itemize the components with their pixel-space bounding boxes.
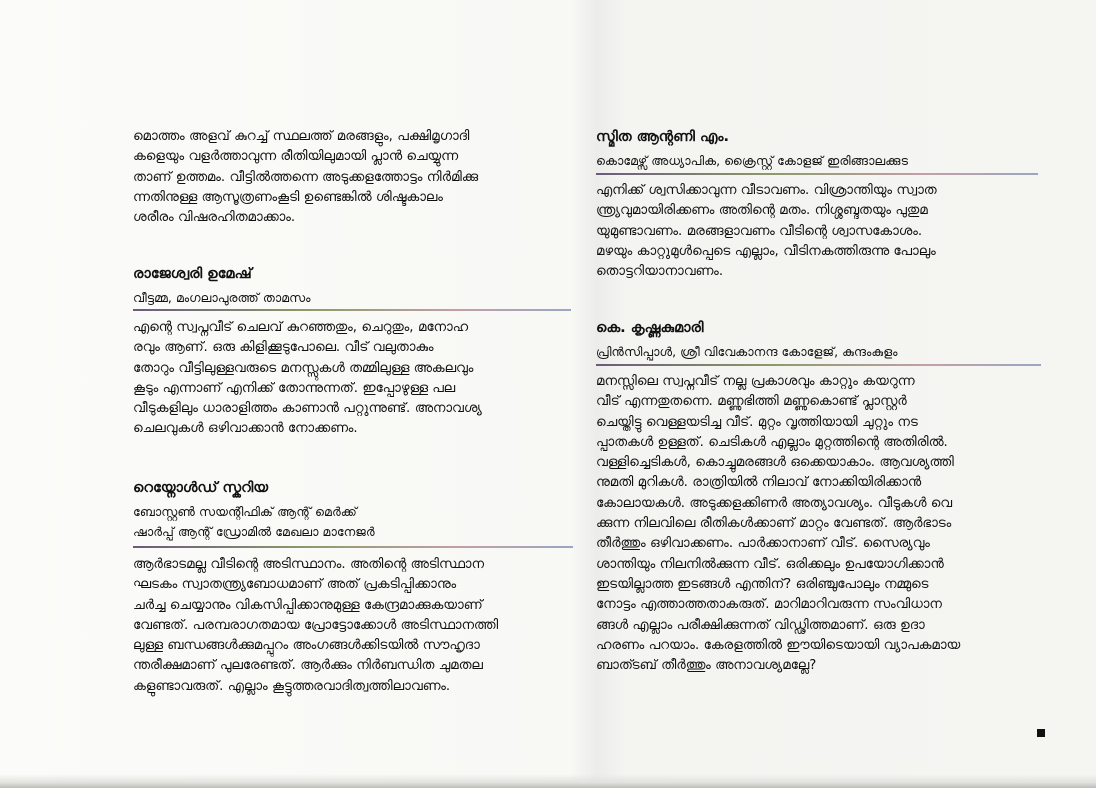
section-role: പ്രിൻസിപ്പാൾ, ശ്രീ വിവേകാനന്ദ കോളേജ്, കുന്ദംകുളം	[596, 344, 898, 359]
text-line: ശാന്തിയും നിലനിൽക്കുന്ന വീട്. ഒരിക്കലും ഉപയോഗിക്കാൻ	[596, 556, 944, 572]
text-line: ന്തരീക്ഷമാണ് പുലരേണ്ടത്. ആർക്കും നിർബന്ധിത ചുമതല	[133, 658, 483, 674]
text-line: മഴയും കാറ്റുമുൾപ്പെടെ എല്ലാം, വീടിനകത്തിരുന്നു പോലും	[596, 243, 936, 259]
text-line: മൊത്തം അളവ് കുറച്ച് സ്ഥലത്ത് മരങ്ങളും, പക്ഷിമൃഗാദി	[133, 129, 470, 144]
text-line: കൂടും എന്നാണ് എനിക്ക് തോന്നുന്നത്. ഇപ്പോഴുള്ള പല	[133, 380, 456, 396]
section-name: കെ. കൃഷ്ണകുമാരി	[596, 320, 704, 336]
text-line: എനിക്ക് ശ്വസിക്കാവുന്ന വീടാവണം. വിശ്രാന്തിയും സ്വാത	[596, 183, 937, 198]
end-of-article-square-icon	[1037, 729, 1045, 737]
section-role: ബോസ്റ്റൺ സയന്റിഫിക് ആന്റ് മെർക്ക്	[133, 504, 357, 519]
text-line: ന്നതിനുള്ള ആസൂത്രണംകൂടി ഉണ്ടെങ്കിൽ ശിഷ്ടകാലം	[133, 189, 443, 205]
text-line: നോട്ടം എത്താത്തതാകരുത്. മാറിമാറിവരുന്ന സംവിധാന	[596, 597, 942, 613]
text-line: നുമതി മുറികൾ. രാത്രിയിൽ നിലാവ് നോക്കിയിരിക്കാൻ	[596, 475, 922, 491]
section-divider	[133, 309, 571, 311]
text-line: ചെലവുകൾ ഒഴിവാക്കാൻ നോക്കണം.	[133, 421, 358, 437]
text-line: ഇടയില്ലാത്ത ഇടങ്ങൾ എന്തിന്? ഒരിഞ്ചുപോലും നമ്മുടെ	[596, 576, 929, 592]
text-line: വീട് എന്നതുതന്നെ. മണ്ണുഭിത്തി മണ്ണുകൊണ്ട് പ്ലാസ്റ്റർ	[596, 394, 907, 410]
text-line: എന്റെ സ്വപ്നവീട് ചെലവ് കുറഞ്ഞതും, ചെറുതും, മനോഹ	[133, 320, 469, 335]
text-line: ഹരണം പറയാം. കേരളത്തിൽ ഈയിടെയായി വ്യാപകമായ	[596, 637, 961, 653]
section-paragraph	[133, 555, 498, 697]
section-name: സ്മിത ആന്റണി എം.	[596, 129, 729, 145]
text-line: ഘടകം സ്വാതന്ത്ര്യബോധമാണ് അത് പ്രകടിപ്പിക്കാനും	[133, 577, 457, 593]
text-line: മനസ്സിലെ സ്വപ്നവീട് നല്ല പ്രകാശവും കാറ്റും കയറുന്ന	[596, 374, 915, 389]
text-line: കോലായകൾ. അടുക്കളക്കിണർ അത്യാവശ്യം. വീടുകൾ വെ	[596, 495, 952, 511]
text-line: താണ് ഉത്തമം. വീട്ടിൽത്തന്നെ അടുക്കളത്തോട്ടം നിർമിക്കു	[133, 169, 479, 185]
text-line: കളുണ്ടാവരുത്. എല്ലാം കൂട്ടുത്തരവാദിത്വത്തിലാവണം.	[133, 678, 451, 694]
section-name: റെയ്നോൾഡ് സ്കറിയ	[133, 480, 269, 496]
section-name: രാജേശ്വരി ഉമേഷ്	[133, 266, 252, 282]
text-line: ലുള്ള ബന്ധങ്ങൾക്കുമപ്പുറം അംഗങ്ങൾക്കിടയിൽ സൗഹൃദാ	[133, 638, 480, 654]
text-line: ങ്ങൾ എല്ലാം പരീക്ഷിക്കുന്നത് വിഡ്ഢിത്തമാണ്. ഒരു ഉദാ	[596, 617, 925, 633]
text-line: തൊട്ടറിയാനാവണം.	[596, 264, 724, 280]
intro-paragraph	[133, 127, 478, 228]
text-line: വള്ളിച്ചെടികൾ, കൊച്ചുമരങ്ങൾ ഒക്കെയാകാം. ആവശ്യത്തി	[596, 455, 954, 471]
text-line: തീർത്തും ഒഴിവാക്കണം. പാർക്കാനാണ് വീട്. സൈര്യവും	[596, 536, 930, 552]
text-line: വീടുകളിലും ധാരാളിത്തം കാണാൻ പറ്റുന്നുണ്ട്. അനാവശ്യ	[133, 401, 482, 417]
section-divider	[596, 364, 1041, 366]
section-paragraph	[596, 372, 960, 676]
section-divider	[133, 546, 573, 548]
text-line: കളെയും വളർത്താവുന്ന രീതിയിലുമായി പ്ലാൻ ചെയ്യുന്ന	[133, 149, 458, 165]
text-line: ചർച്ച ചെയ്യാനും വികസിപ്പിക്കാനുമുള്ള കേന്ദ്രമാക്കുകയാണ്	[133, 597, 483, 613]
text-line: വേണ്ടത്. പരമ്പരാഗതമായ പ്രോട്ടോക്കോൾ അടിസ്ഥാനത്തി	[133, 617, 499, 633]
section-paragraph	[133, 318, 482, 440]
text-line: ബാത്ടബ് തീർത്തും അനാവശ്യമല്ലേ?	[596, 658, 817, 674]
section-paragraph	[596, 181, 937, 282]
text-line: ആർഭാടമല്ല വീടിന്റെ അടിസ്ഥാനം. അതിന്റെ അടിസ്ഥാന	[133, 557, 484, 572]
text-line: ചെയ്തിട്ടു വെള്ളയടിച്ച വീട്. മുറ്റം വൃത്തിയായി ചുറ്റും നട	[596, 414, 918, 430]
section-role: കൊമേഴ്സ് അധ്യാപിക, ക്രൈസ്റ്റ് കോളജ് ഇരിങ്ങാലക്കുട	[596, 153, 909, 168]
text-line: പ്പാതകൾ ഉള്ളത്. ചെടികൾ എല്ലാം മുറ്റത്തിന്റെ അതിരിൽ.	[596, 434, 948, 450]
section-role: വീട്ടമ്മ, മംഗലാപുരത്ത് താമസം	[133, 290, 311, 305]
section-role: ഷാർപ്പ് ആന്റ് ഡ്രോമിൽ മേഖലാ മാനേജർ	[133, 524, 375, 539]
section-divider	[596, 173, 1038, 175]
text-line: ശരീരം വിഷരഹിതമാക്കാം.	[133, 210, 296, 226]
text-line: തോറും വീട്ടിലുള്ളവരുടെ മനസ്സുകൾ തമ്മിലുള്ള അകലവും	[133, 360, 474, 376]
text-line: രവും ആണ്. ഒരു കിളിക്കൂടുപോലെ. വീട് വലുതാകും	[133, 340, 434, 356]
text-line: ന്ത്ര്യവുമായിരിക്കണം അതിന്റെ മതം. നിശ്ശബ്ദതയും പുതുമ	[596, 203, 928, 219]
text-line: യുമുണ്ടാവണം. മരങ്ങളാവണം വീടിന്റെ ശ്വാസകോശം.	[596, 223, 923, 239]
page-bottom-edge	[0, 774, 1096, 788]
text-line: ക്കുന്ന നിലവിലെ രീതികൾക്കാണ് മാറ്റം വേണ്ടത്. ആർഭാടം	[596, 516, 952, 532]
